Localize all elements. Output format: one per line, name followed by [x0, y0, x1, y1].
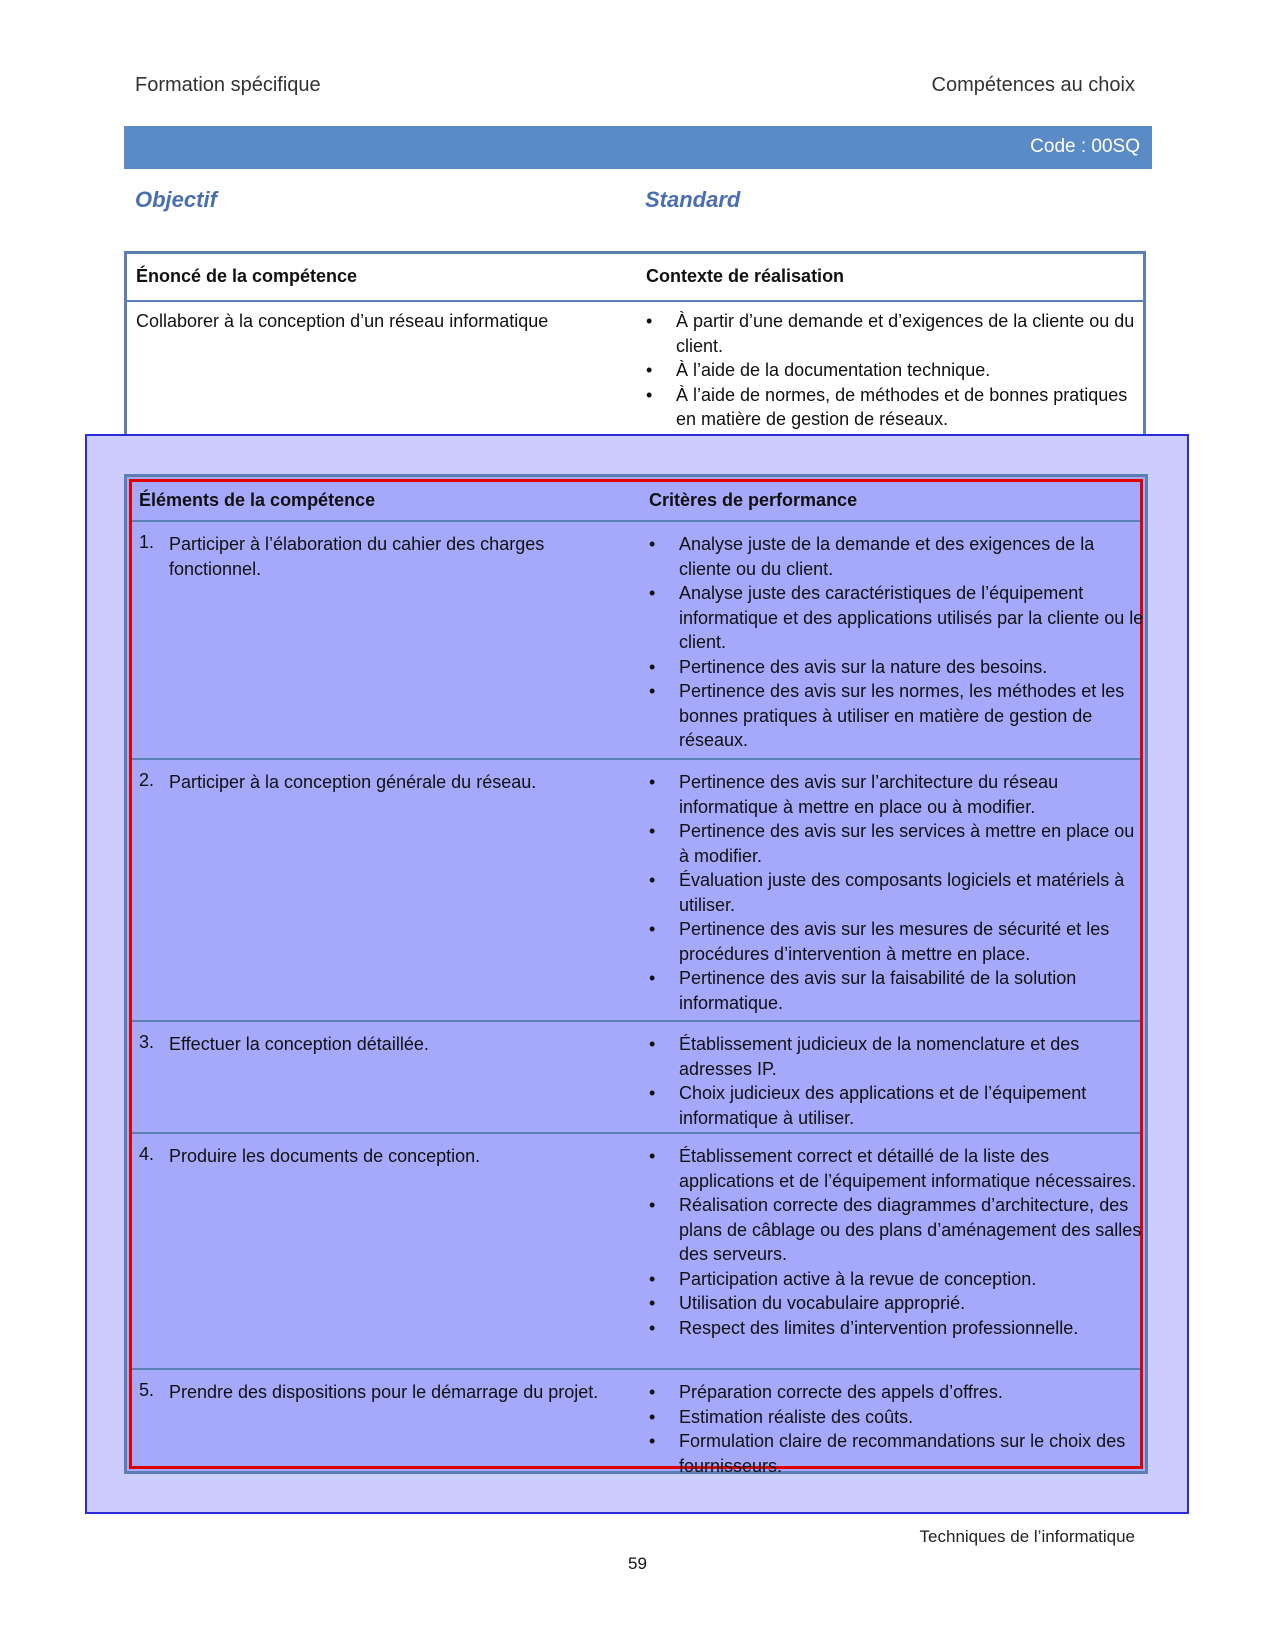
list-item: • Choix judicieux des applications et de l’équipement informatique à utiliser. [649, 1081, 1144, 1130]
table-row [132, 760, 1140, 1022]
element-number: 1. [139, 532, 155, 552]
list-item: • À partir d’une demande et d’exigences de la cliente ou du client. [646, 309, 1141, 358]
criteria-list [649, 1380, 1144, 1478]
element-cell [139, 770, 609, 795]
list-item: • Utilisation du vocabulaire approprié. [649, 1291, 1144, 1316]
header-left: Formation spécifique [135, 74, 321, 96]
list-item: • Participation active à la revue de conception. [649, 1267, 1144, 1292]
competence-table [124, 251, 1146, 434]
list-item: • Pertinence des avis sur la nature des besoins. [649, 655, 1144, 680]
code-bar [124, 126, 1152, 169]
list-item: • Évaluation juste des composants logiciels et matériels à utiliser. [649, 868, 1144, 917]
list-item: • Pertinence des avis sur la faisabilité de la solution informatique. [649, 966, 1144, 1015]
list-item: • Estimation réaliste des coûts. [649, 1405, 1144, 1430]
course-code: Code : 00SQ [1030, 136, 1140, 157]
criteria-heading: Critères de performance [649, 490, 858, 510]
element-text: Produire les documents de conception. [169, 1146, 481, 1166]
table-row [132, 522, 1144, 760]
element-number: 5. [139, 1380, 155, 1400]
criteria-list [649, 1144, 1144, 1340]
list-item: • Pertinence des avis sur l’architecture du réseau informatique à mettre en place ou à modifier. [649, 770, 1144, 819]
competence-statement: Collaborer à la conception d’un réseau informatique [136, 311, 549, 331]
list-item: • Analyse juste de la demande et des exigences de la cliente ou du client. [649, 532, 1144, 581]
element-cell [139, 1032, 609, 1057]
context-list [646, 309, 1141, 432]
elements-heading: Éléments de la compétence [139, 490, 376, 510]
list-item: • Analyse juste des caractéristiques de l’équipement informatique et des applications utilisés par la cliente ou le client. [649, 581, 1144, 655]
list-item: • À l’aide de normes, de méthodes et de bonnes pratiques en matière de gestion de réseaux. [646, 383, 1141, 432]
element-cell [139, 1380, 609, 1405]
element-number: 2. [139, 770, 155, 790]
objectif-label: Objectif [135, 187, 217, 212]
element-number: 4. [139, 1144, 155, 1164]
element-text: Participer à l’élaboration du cahier des charges fonctionnel. [169, 534, 545, 579]
list-item: • Pertinence des avis sur les services à mettre en place ou à modifier. [649, 819, 1144, 868]
criteria-list [649, 770, 1144, 1015]
element-text: Prendre des dispositions pour le démarrage du projet. [169, 1382, 599, 1402]
criteria-list [649, 1032, 1144, 1130]
table-row [132, 1134, 1140, 1370]
footer-program: Techniques de l’informatique [919, 1527, 1135, 1546]
header-right: Compétences au choix [931, 74, 1135, 96]
criteria-list [649, 532, 1144, 753]
list-item: • À l’aide de la documentation technique. [646, 358, 1141, 383]
element-cell [139, 1144, 609, 1169]
elements-table-header [132, 482, 1140, 522]
competence-table-header [127, 254, 1143, 302]
list-item: • Formulation claire de recommandations sur le choix des fournisseurs. [649, 1429, 1144, 1478]
statement-heading: Énoncé de la compétence [136, 266, 358, 286]
element-text: Participer à la conception générale du réseau. [169, 772, 537, 792]
element-number: 3. [139, 1032, 155, 1052]
elements-table [124, 474, 1148, 1474]
standard-label: Standard [645, 187, 741, 212]
elements-table-highlight [129, 479, 1144, 1476]
table-row [132, 1022, 1140, 1134]
list-item: • Pertinence des avis sur les mesures de sécurité et les procédures d’intervention à mettre en place. [649, 917, 1144, 966]
list-item: • Pertinence des avis sur les normes, les méthodes et les bonnes pratiques à utiliser en matière de gestion de réseaux. [649, 679, 1144, 753]
list-item: • Préparation correcte des appels d’offres. [649, 1380, 1144, 1405]
element-text: Effectuer la conception détaillée. [169, 1034, 429, 1054]
page-number: 59 [628, 1554, 647, 1573]
list-item: • Réalisation correcte des diagrammes d’architecture, des plans de câblage ou des plans d’aménagement des salles des serveurs. [649, 1193, 1144, 1267]
list-item: • Établissement judicieux de la nomenclature et des adresses IP. [649, 1032, 1144, 1081]
table-row [132, 1370, 1140, 1476]
element-cell [139, 532, 609, 581]
list-item: • Respect des limites d’intervention professionnelle. [649, 1316, 1144, 1341]
list-item: • Établissement correct et détaillé de la liste des applications et de l’équipement informatique nécessaires. [649, 1144, 1144, 1193]
context-heading: Contexte de réalisation [646, 266, 845, 286]
